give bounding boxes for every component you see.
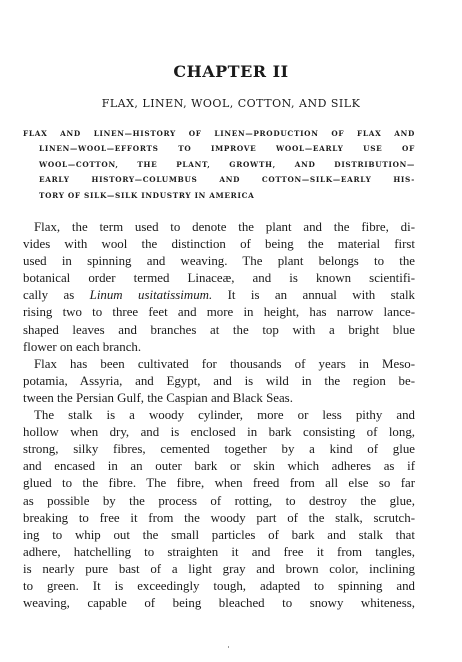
chapter-title: FLAX, LINEN, WOOL, COTTON, AND SILK: [101, 97, 361, 110]
paragraph-1-line: vides with wool the distinction of being the material first: [23, 237, 415, 252]
chapter-synopsis: [23, 126, 415, 203]
paragraph-3-line: as possible by the process of rotting, to destroy the glue,: [23, 493, 415, 508]
paragraph-1-line: [23, 287, 415, 304]
paragraph-1-line: botanical order termed Linaceæ, and is known scientifi-: [23, 271, 415, 286]
paragraph-1-line: used in spinning and weaving. The plant belongs to the: [23, 254, 415, 269]
synopsis-line: TORY OF SILK—SILK INDUSTRY IN AMERICA: [39, 190, 255, 200]
paragraph-3-line: hollow when dry, and is enclosed in bark consisting of long,: [23, 425, 415, 440]
paragraph-3-line: weaving, capable of being bleached to snowy whiteness,: [23, 596, 415, 611]
print-speck: [228, 646, 229, 648]
synopsis-line: WOOL—COTTON, THE PLANT, GROWTH, AND DISTRIBUTION—: [39, 159, 415, 169]
paragraph-2-line: potamia, Assyria, and Egypt, and is wild in the region be-: [23, 373, 415, 388]
paragraph-2-line: tween the Persian Gulf, the Caspian and Black Seas.: [23, 390, 293, 405]
paragraph-3-line: to green. It is exceedingly tough, adapted to spinning and: [23, 578, 415, 593]
synopsis-line: EARLY HISTORY—COLUMBUS AND COTTON—SILK—EARLY HIS-: [39, 175, 415, 185]
synopsis-line: LINEN—WOOL—EFFORTS TO IMPROVE WOOL—EARLY USE OF: [39, 144, 415, 154]
chapter-number: CHAPTER II: [173, 62, 289, 81]
paragraph-3-line: ing to whip out the small particles of bark and stalk that: [23, 527, 415, 542]
text-run: It is an annual with stalk: [212, 288, 415, 303]
text-run: cally as: [23, 288, 90, 303]
paragraph-3-line: glued to the fibre. The fibre, when freed from all else so far: [23, 476, 415, 491]
paragraph-2-line: Flax has been cultivated for thousands of years in Meso-: [34, 356, 415, 371]
paragraph-1-line: rising two to three feet and more in height, has narrow lance-: [23, 305, 415, 320]
paragraph-3-line: breaking to free it from the woody part of the stalk, scrutch-: [23, 510, 415, 525]
paragraph-1-line: Flax, the term used to denote the plant and the fibre, di-: [34, 220, 415, 234]
paragraph-3-line: strong, silky fibres, cemented together by a kind of glue: [23, 442, 415, 457]
paragraph-1-line: shaped leaves and branches at the top with a bright blue: [23, 322, 415, 337]
paragraph-1-line: flower on each branch.: [23, 339, 142, 354]
scientific-name: Linum usitatissimum.: [89, 288, 213, 303]
paragraph-3-line: is nearly pure bast of a light gray and brown color, inclining: [23, 561, 415, 576]
body-text: [23, 219, 415, 612]
paragraph-3-line: adhere, hatchelling to straighten it and free it from tangles,: [23, 544, 415, 559]
paragraph-3-line: The stalk is a woody cylinder, more or less pithy and: [34, 408, 415, 423]
synopsis-line: FLAX AND LINEN—HISTORY OF LINEN—PRODUCTION OF FLAX AND: [23, 129, 415, 138]
paragraph-3-line: and encased in an outer bark or skin which adheres as if: [23, 459, 415, 474]
